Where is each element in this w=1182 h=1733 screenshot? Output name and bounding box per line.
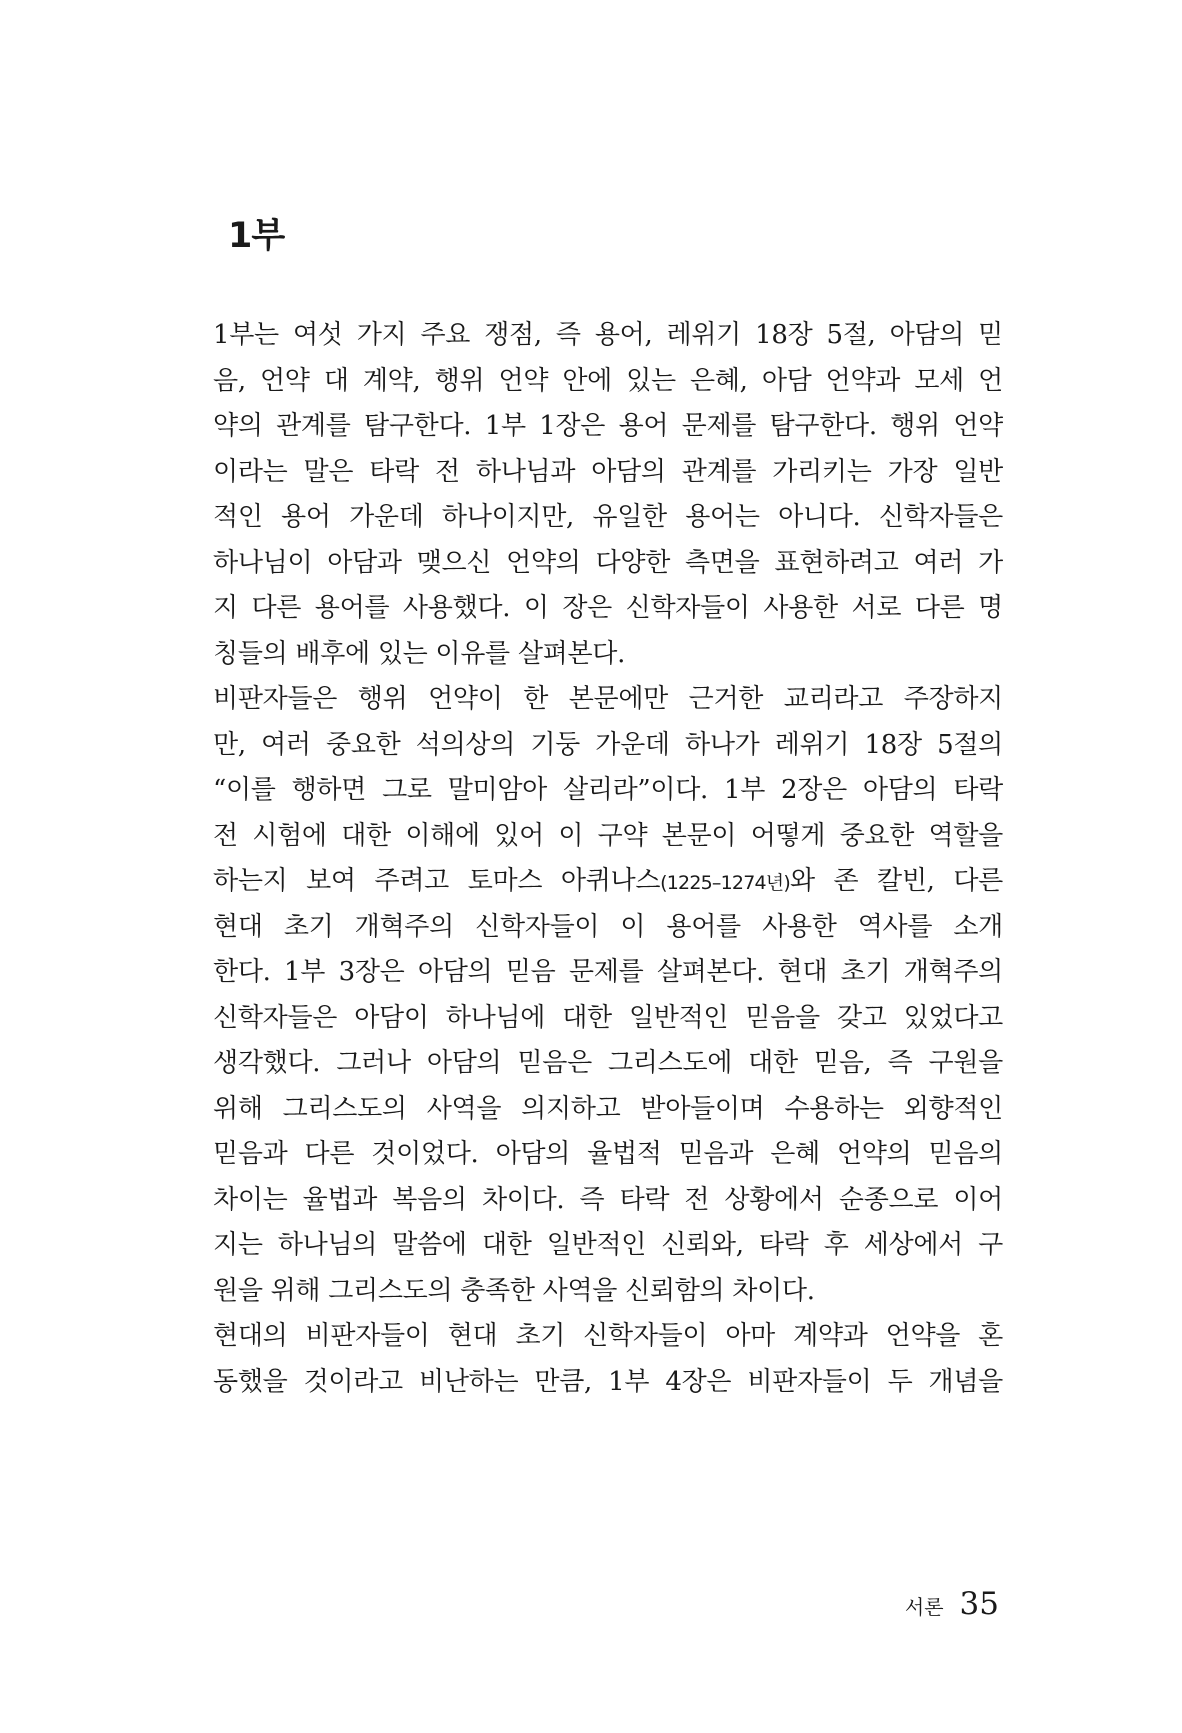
text-segment: 하는지 보여 주려고 토마스 아퀴나스 <box>213 866 661 896</box>
text-line: 음, 언약 대 계약, 행위 언약 안에 있는 은혜, 아담 언약과 모세 언 <box>213 365 1003 396</box>
text-line: 약의 관계를 탐구한다. 1부 1장은 용어 문제를 탐구한다. 행위 언약 <box>213 411 1003 441</box>
text-line-with-dates <box>213 859 1003 905</box>
text-line: 믿음과 다른 것이었다. 아담의 율법적 믿음과 은혜 언약의 믿음의 <box>213 1139 1003 1169</box>
body-text <box>213 313 1003 1405</box>
text-line: 생각했다. 그러나 아담의 믿음은 그리스도에 대한 믿음, 즉 구원을 <box>213 1048 1003 1078</box>
text-line: “이를 행하면 그로 말미암아 살리라”이다. 1부 2장은 아담의 타락 <box>213 775 1003 805</box>
text-line: 1부는 여섯 가지 주요 쟁점, 즉 용어, 레위기 18장 5절, 아담의 믿 <box>213 320 1003 350</box>
text-line: 한다. 1부 3장은 아담의 믿음 문제를 살펴본다. 현대 초기 개혁주의 <box>213 957 1003 987</box>
text-line: 하나님이 아담과 맺으신 언약의 다양한 측면을 표현하려고 여러 가 <box>213 547 1003 578</box>
text-line: 현대의 비판자들이 현대 초기 신학자들이 아마 계약과 언약을 혼 <box>213 1321 1003 1351</box>
text-line: 지는 하나님의 말씀에 대한 일반적인 신뢰와, 타락 후 세상에서 구 <box>213 1230 1003 1260</box>
page-number: 35 <box>959 1586 999 1622</box>
running-footer-label: 서론 <box>904 1595 944 1619</box>
text-line: 전 시험에 대한 이해에 있어 이 구약 본문이 어떻게 중요한 역할을 <box>213 820 1003 851</box>
text-line: 비판자들은 행위 언약이 한 본문에만 근거한 교리라고 주장하지 <box>213 684 1003 714</box>
text-line: 이라는 말은 타락 전 하나님과 아담의 관계를 가리키는 가장 일반 <box>213 456 1003 487</box>
dates-note: (1225–1274년) <box>660 872 790 894</box>
text-line: 동했을 것이라고 비난하는 만큼, 1부 4장은 비판자들이 두 개념을 <box>213 1366 1003 1397</box>
text-line: 칭들의 배후에 있는 이유를 살펴본다. <box>213 638 626 669</box>
text-segment: 와 존 칼빈, 다른 <box>789 866 1003 896</box>
text-line: 위해 그리스도의 사역을 의지하고 받아들이며 수용하는 외향적인 <box>213 1093 1003 1124</box>
section-heading: 1부 <box>228 216 285 256</box>
text-line: 신학자들은 아담이 하나님에 대한 일반적인 믿음을 갖고 있었다고 <box>213 1002 1003 1033</box>
text-line: 원을 위해 그리스도의 충족한 사역을 신뢰함의 차이다. <box>213 1275 815 1306</box>
text-line: 만, 여러 중요한 석의상의 기둥 가운데 하나가 레위기 18장 5절의 <box>213 729 1003 760</box>
text-line: 현대 초기 개혁주의 신학자들이 이 용어를 사용한 역사를 소개 <box>213 911 1003 942</box>
text-line: 지 다른 용어를 사용했다. 이 장은 신학자들이 사용한 서로 다른 명 <box>213 593 1003 623</box>
text-line: 적인 용어 가운데 하나이지만, 유일한 용어는 아니다. 신학자들은 <box>213 502 1003 532</box>
page-footer <box>905 1586 999 1622</box>
text-line: 차이는 율법과 복음의 차이다. 즉 타락 전 상황에서 순종으로 이어 <box>213 1184 1003 1215</box>
